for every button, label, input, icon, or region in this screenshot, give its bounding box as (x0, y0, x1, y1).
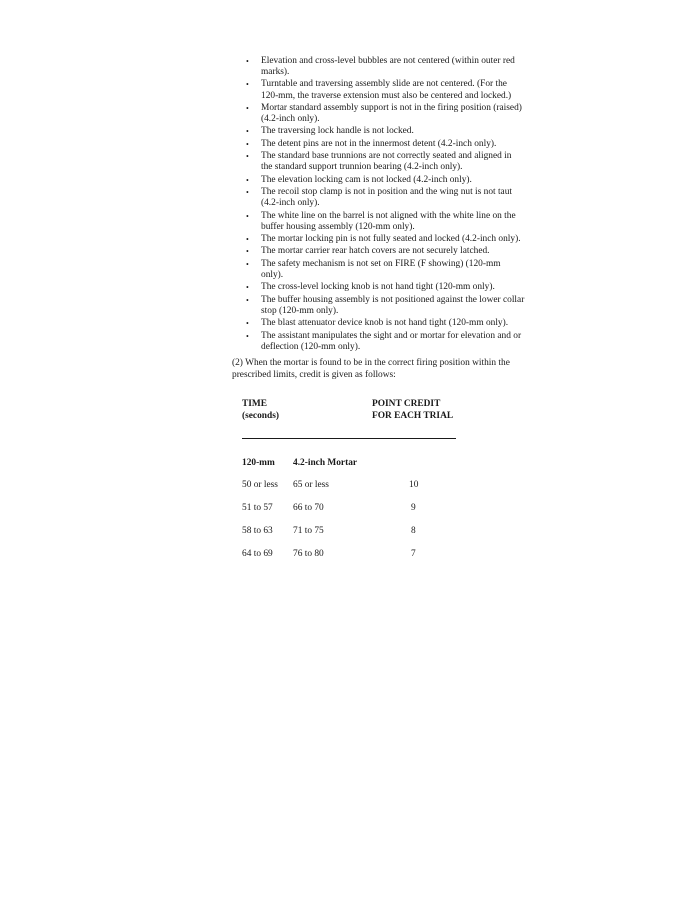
bullet-icon: • (246, 319, 249, 329)
time-header-line1: TIME (242, 399, 268, 409)
list-item-text: Elevation and cross-level bubbles are not centered (within outer red marks). (261, 56, 515, 78)
credit-paragraph: (2) When the mortar is found to be in the correct firing position within the prescribed limits, credit is given as follows: (232, 358, 510, 380)
bullet-icon: • (246, 331, 249, 341)
cell-point-credit: 9 (411, 503, 416, 513)
bullet-icon: • (246, 139, 249, 149)
list-item-text: Mortar standard assembly support is not in the firing position (raised) (4.2-inch only). (261, 102, 522, 125)
bullet-icon: • (246, 283, 249, 293)
bullet-icon: • (246, 127, 249, 137)
bullet-icon: • (246, 57, 249, 66)
list-item (243, 56, 525, 78)
cell-120mm-time: 51 to 57 (242, 503, 273, 513)
list-item-text: The traversing lock handle is not locked. (261, 126, 414, 137)
list-item (243, 259, 525, 281)
list-item-text: The detent pins are not in the innermost detent (4.2-inch only). (261, 138, 497, 149)
list-item-text: Turntable and traversing assembly slide are not centered. (For the 120-mm, the traverse extension must also be centered and locked.) (261, 79, 512, 101)
list-item (243, 151, 525, 173)
cell-point-credit: 10 (409, 480, 419, 490)
list-item (243, 139, 525, 150)
bullet-icon: • (246, 211, 249, 221)
list-item-text: The cross-level locking knob is not hand tight (120-mm only). (261, 282, 495, 293)
time-header-line2: (seconds) (242, 411, 279, 421)
list-item-text: The safety mechanism is not set on FIRE (F showing) (120-mm only). (261, 258, 501, 280)
cell-point-credit: 8 (411, 526, 416, 536)
list-item-text: The recoil stop clamp is not in position and the wing nut is not taut (4.2-inch only). (261, 187, 513, 209)
list-item (243, 103, 525, 125)
list-item-text: The buffer housing assembly is not positioned against the lower collar stop (120-mm only). (261, 294, 525, 316)
list-item (243, 282, 525, 293)
credit-column-header (372, 398, 453, 422)
list-item-text: The white line on the barrel is not aligned with the white line on the buffer housing assembly (120-mm only). (261, 210, 516, 232)
cell-120mm-time: 64 to 69 (242, 549, 273, 559)
cell-120mm-time: 58 to 63 (242, 526, 273, 536)
cell-point-credit: 7 (411, 549, 416, 559)
bullet-icon: • (246, 247, 249, 257)
list-item-text: The blast attenuator device knob is not hand tight (120-mm only). (261, 318, 509, 329)
cell-42inch-time: 65 or less (293, 480, 329, 490)
bullet-icon: • (246, 80, 249, 90)
table-divider (242, 438, 456, 439)
bullet-icon: • (246, 152, 249, 162)
list-item (243, 175, 525, 186)
list-item (243, 295, 525, 317)
list-item (243, 234, 525, 245)
credit-header-line2: FOR EACH TRIAL (372, 411, 454, 421)
bullet-icon: • (246, 103, 249, 113)
bullet-icon: • (246, 175, 249, 185)
time-column-header (242, 398, 279, 422)
list-item-text: The elevation locking cam is not locked (4.2-inch only). (261, 174, 472, 185)
list-item (243, 318, 525, 329)
list-item (243, 246, 525, 257)
condition-list (243, 56, 525, 354)
list-item (243, 79, 525, 101)
subheader-42inch: 4.2-inch Mortar (293, 458, 358, 468)
list-item-text: The mortar carrier rear hatch covers are not securely latched. (261, 246, 490, 257)
list-item-text: The assistant manipulates the sight and or mortar for elevation and or deflection (120-mm only). (261, 330, 522, 352)
bullet-icon: • (246, 295, 249, 305)
cell-42inch-time: 71 to 75 (293, 526, 324, 536)
list-item (243, 126, 525, 137)
list-item (243, 211, 525, 233)
list-item-text: The standard base trunnions are not correctly seated and aligned in the standard support trunnion bearing (4.2-inch only). (261, 151, 512, 173)
credit-header-line1: POINT CREDIT (372, 399, 441, 409)
list-item (243, 187, 525, 209)
bullet-icon: • (246, 259, 249, 269)
bullet-icon: • (246, 235, 249, 245)
cell-120mm-time: 50 or less (242, 480, 278, 490)
subheader-120mm: 120-mm (242, 458, 275, 468)
list-item (243, 331, 525, 353)
bullet-icon: • (246, 188, 249, 198)
cell-42inch-time: 66 to 70 (293, 503, 324, 513)
list-item-text: The mortar locking pin is not fully seated and locked (4.2-inch only). (261, 234, 521, 245)
cell-42inch-time: 76 to 80 (293, 549, 324, 559)
